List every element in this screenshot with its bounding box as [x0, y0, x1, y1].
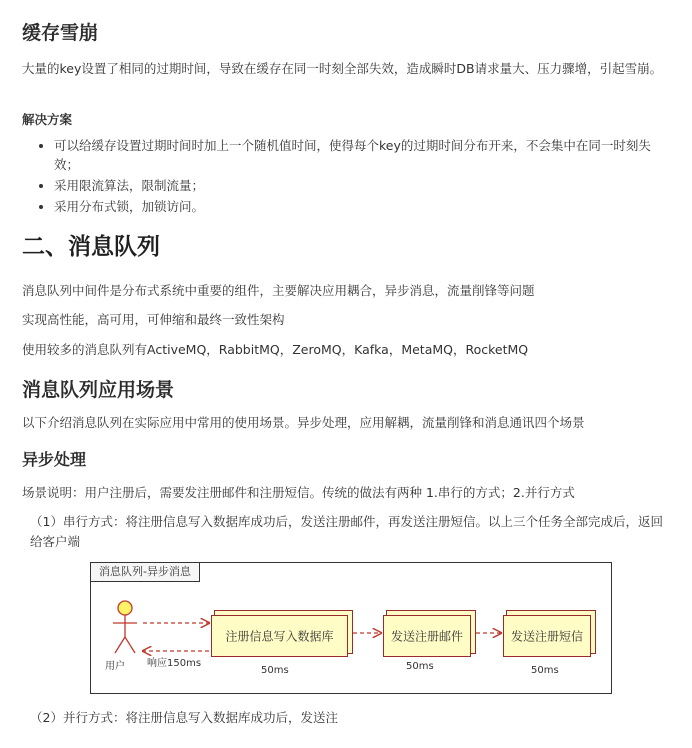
- box-send-email-label: 发送注册邮件: [390, 629, 463, 644]
- solution-list: [22, 136, 670, 218]
- scene-desc: 场景说明：用户注册后，需要发注册邮件和注册短信。传统的做法有两种 1.串行的方式；2.并行方式: [22, 485, 575, 500]
- solution-item: • 采用限流算法，限制流量；: [54, 176, 670, 195]
- time-label-sms: 50ms: [531, 665, 559, 676]
- serial-desc: （1）串行方式：将注册信息写入数据库成功后，发送注册邮件，再发送注册短信。以上三个任务全部完成后，返回给客户端: [30, 514, 663, 549]
- parallel-desc: （2）并行方式：将注册信息写入数据库成功后，发送注: [30, 710, 338, 725]
- mq-para-1: 消息队列中间件是分布式系统中重要的组件，主要解决应用耦合，异步消息，流量削锋等问题: [22, 283, 535, 298]
- section-title-mq-scenarios: 消息队列应用场景: [22, 379, 175, 401]
- user-icon: [113, 601, 137, 653]
- mq-scenarios-intro: 以下介绍消息队列在实际应用中常用的使用场景。异步处理，应用解耦，流量削锋和消息通讯四个场景: [22, 415, 585, 430]
- box-send-email: [383, 615, 471, 657]
- solution-item: • 可以给缓存设置过期时间时加上一个随机值时间，使得每个key的过期时间分布开来，不会集中在同一时刻失效；: [54, 136, 670, 174]
- section-title-message-queue: 二、消息队列: [22, 234, 160, 260]
- async-diagram: [90, 562, 612, 694]
- time-label-db: 50ms: [261, 665, 289, 676]
- mq-para-3: 使用较多的消息队列有ActiveMQ，RabbitMQ，ZeroMQ，Kafka，MetaMQ，RocketMQ: [22, 342, 529, 357]
- user-label: 用户: [105, 661, 125, 672]
- subsection-title-async: 异步处理: [22, 450, 87, 469]
- solution-label: 解决方案: [22, 112, 73, 127]
- return-label: 响应150ms: [147, 658, 202, 669]
- cache-avalanche-desc: 大量的key设置了相同的过期时间，导致在缓存在同一时刻全部失效，造成瞬时DB请求量大、压力骤增，引起雪崩。: [22, 61, 663, 76]
- mq-para-2: 实现高性能，高可用，可伸缩和最终一致性架构: [22, 312, 285, 327]
- box-write-db-label: 注册信息写入数据库: [225, 629, 334, 644]
- diagram-tab: 消息队列-异步消息: [91, 563, 200, 582]
- time-label-email: 50ms: [406, 661, 434, 672]
- solution-item: • 采用分布式锁，加锁访问。: [54, 197, 670, 216]
- box-send-sms-label: 发送注册短信: [510, 629, 583, 644]
- section-title-cache-avalanche: 缓存雪崩: [22, 22, 99, 44]
- box-send-sms: [503, 615, 591, 657]
- box-write-db: [211, 615, 348, 657]
